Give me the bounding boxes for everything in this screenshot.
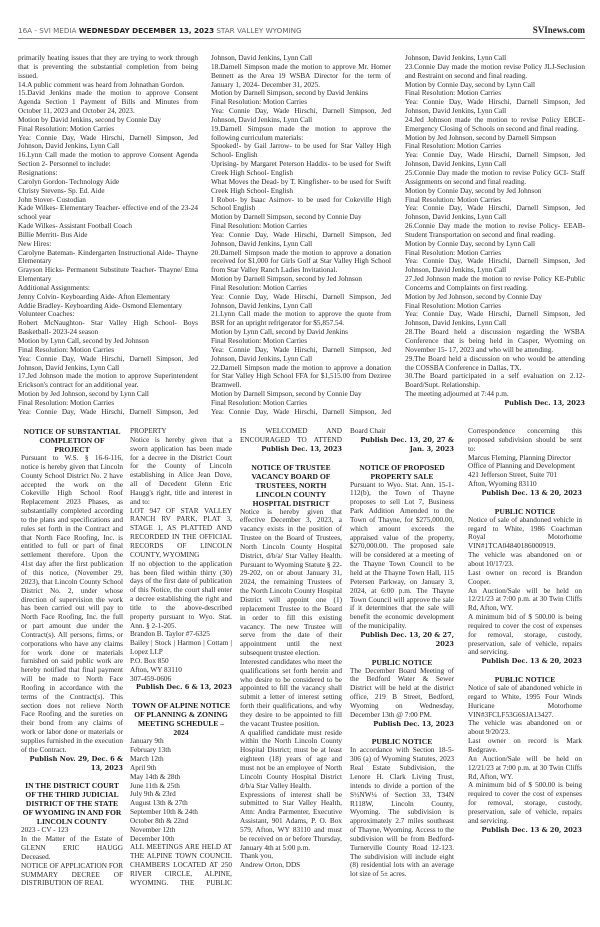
paragraph: Volunteer Coaches: bbox=[18, 310, 75, 319]
paragraph: Christy Stevens- Sp. Ed. Aide bbox=[18, 186, 105, 195]
paragraph: Final Resolution: Motion Carries bbox=[405, 301, 502, 310]
spacer bbox=[350, 649, 454, 658]
paragraph: Last owner on record is Brandon Cooper. bbox=[468, 568, 582, 586]
paragraph: An Auction/Sale will be held on 12/21/23 at 7:00 p.m. at 30 Twin Cliffs Rd, Afton, WY. bbox=[468, 754, 582, 781]
paragraph: February 13th bbox=[130, 746, 171, 755]
paragraph: 25.Connie Day made the motion to revise Policy GCI- Staff Assignments on second and final reading. bbox=[405, 168, 585, 186]
paragraph: 307-459-0606 bbox=[130, 674, 172, 683]
paragraph: Board Chair bbox=[350, 427, 386, 435]
minutes-column-1 bbox=[18, 54, 198, 417]
paragraph: Yea: Connie Day, Wade Hirschi, Darnell Simpson, Jed Johnson, David Jenkins, Lynn Call bbox=[18, 133, 198, 151]
paragraph: If no objection to the application has been filed within thirty (30) days of the first date of publication of this Notice, the court shall enter a decree establishing the right and title to the above-described property pursuant to Wyo. Stat. Ann. § 2-1-205. bbox=[130, 559, 232, 630]
issue-date: WEDNESDAY DECEMBER 13, 2023 bbox=[78, 26, 215, 35]
paragraph: Final Resolution: Motion Carries bbox=[18, 124, 115, 133]
paragraph: Motion by David Jenkins, second by Connie Day bbox=[18, 115, 161, 124]
paragraph: Resignations: bbox=[18, 168, 58, 177]
paragraph: 15.David Jenkins made the motion to approve Consent Agenda Section 1 Payment of Bills and Minutes from October 11, 2023 and October 24, 2023. bbox=[18, 89, 198, 116]
paragraph: 24.Jed Johnson made the motion to revise Policy EBCE-Emergency Closing of Schools on second and final reading. bbox=[405, 115, 585, 133]
paragraph: Carolyne Bateman- Kindergarten Instructional Aide- Thayne Elementary bbox=[18, 248, 198, 266]
paragraph: Yea: Connie Day, Wade Hirschi, Darnell Simpson, Jed Johnson, David Jenkins, Lynn Call bbox=[405, 151, 585, 169]
legal-notices-column-3 bbox=[240, 427, 342, 870]
paragraph: Johnson, David Jenkins, Lynn Call bbox=[211, 54, 313, 62]
paragraph: 2023 - CV - 123 bbox=[21, 826, 69, 835]
paragraph: Grayson Hicks- Permanent Substitute Teacher- Thayne/ Etna Elementary bbox=[18, 266, 198, 284]
paragraph: Motion by Lynn Call, second by David Jenkins bbox=[211, 328, 348, 337]
publish-line: Publish Dec. 13 & 20, 2023 bbox=[481, 657, 582, 666]
paragraph: Billie Merritt- Bus Aide bbox=[18, 230, 88, 239]
paragraph: Additional Assignments: bbox=[18, 283, 90, 292]
paragraph: Yea: Connie Day, Wade Hirschi, Darnell Simpson, Jed Johnson, David Jenkins, Lynn Call bbox=[211, 292, 391, 310]
notice-heading: PUBLIC NOTICE bbox=[494, 506, 556, 516]
paragraph: Motion by Darnell Simpson, second by Connie Day bbox=[211, 213, 362, 222]
paragraph: In accordance with Section 18-5-306 (a) of Wyoming Statutes, 2023 Real Estate Subdivision, the Lenore H. Clark Living Trust, intends to divide a portion of the S½NW¼ of Section 33, T34N R118W, Lincoln County, Wyoming. The subdivision is approximately 2.7 miles southeast of Thayne, Wyoming. Access to the subdivision will be from Bedford-Turnerville County Road 12-123. The subdivision will include eight (8) residential lots with an average lot size of 5± acres. bbox=[350, 746, 454, 879]
paragraph: The meeting adjourned at 7:44 p.m. bbox=[405, 390, 509, 399]
paragraph: Final Resolution: Motion Carries bbox=[211, 337, 308, 345]
spacer bbox=[130, 692, 232, 701]
paragraph: NOTICE OF APPLICATION FOR SUMMARY DECREE OF DISTRIBUTION OF REAL bbox=[21, 861, 123, 888]
legal-notices-column-2 bbox=[130, 427, 232, 888]
minutes-column-3 bbox=[405, 54, 585, 408]
legal-notices-column-5 bbox=[468, 427, 582, 834]
paragraph: Yea: Connie Day, Wade Hirschi, Darnell Simpson, Jed Johnson, David Jenkins, Lynn Call bbox=[405, 310, 585, 328]
notice-heading: NOTICE OF TRUSTEE VACANCY BOARD OF TRUSTEES, NORTH LINCOLN COUNTY HOSPITAL DISTRICT bbox=[251, 462, 331, 508]
paragraph: December 10th bbox=[130, 834, 175, 843]
paragraph: Final Resolution: Motion Carries bbox=[211, 283, 308, 292]
paragraph: Johnson, David Jenkins, Lynn Call bbox=[405, 54, 507, 62]
paragraph: Notice of sale of abandoned vehicle in regard to White, 1986 Coachman Royal Motorhome VIN#1TCA04840186000919. bbox=[468, 515, 582, 551]
publish-line: Publish Dec. 6 & 13, 2023 bbox=[136, 683, 232, 692]
paragraph: Kade Wilkes- Assistant Football Coach bbox=[18, 222, 132, 231]
region-label: STAR VALLEY WYOMING bbox=[216, 26, 302, 35]
paragraph: The December Board Meeting of the Bedford Water & Sewer District will be held at the district office, 219 B Street, Bedford, Wyoming on Wednesday, December 13th @ 7:00 PM. bbox=[350, 666, 454, 719]
paragraph: The vehicle was abandoned on or about 10/17/23. bbox=[468, 551, 582, 568]
paragraph: 22.Darnell Simpson made the motion to approve a donation for Star Valley High School FFA for $1,515.00 from Deziree Bramwell. bbox=[211, 363, 391, 390]
page-label: 16A - SVI MEDIA bbox=[18, 26, 77, 35]
paragraph: Yea: Connie Day, Wade Hirschi, Darnell Simpson, Jed bbox=[18, 407, 198, 416]
paragraph: Yea: Connie Day, Wade Hirschi, Darnell Simpson, Jed bbox=[211, 407, 391, 416]
paragraph: Kade Wilkes- Elementary Teacher- effective end of the 23-24 school year bbox=[18, 204, 198, 222]
paragraph: Yea: Connie Day, Wade Hirschi, Darnell Simpson, Jed Johnson, David Jenkins, Lynn Call bbox=[211, 230, 391, 248]
paragraph: June 11th & 25th bbox=[130, 781, 180, 790]
paragraph: Final Resolution: Motion Carries bbox=[405, 248, 502, 257]
paragraph: Final Resolution: Motion Carries bbox=[211, 98, 308, 107]
paragraph: Final Resolution: Motion Carries bbox=[405, 195, 502, 204]
paragraph: Notice is hereby given that effective December 3, 2023, a vacancy exists in the position of Trustee on the Board of Trustees, North Lincoln County Hospital District, d/b/a/ Star Valley Health. Pursuant to Wyoming Statute § 22-29-202, on or about January 31, 2024, the remaining Trustees of the North Lincoln County Hospital District will appoint one (1) replacement Trustee to the Board in order to fill this existing vacancy. The new Trustee will serve from the date of their appointment until the next subsequent trustee election. bbox=[240, 507, 342, 658]
paragraph: I Robot- by Isaac Asimov- to be used for Cokeville High School English bbox=[211, 195, 391, 213]
paragraph: March 12th bbox=[130, 755, 164, 763]
paragraph: 19.Darnell Simpson made the motion to approve the following curriculum materials: bbox=[211, 124, 391, 142]
paragraph: Expressions of interest shall be submitted to Star Valley Health, Attn: Andra Parmenter, Executive Assistant, 901 Adams, P. O. Box 579, Afton, WY 83110 and must be received on or before Thursday, January 4th at 5:00 p.m. bbox=[240, 790, 342, 852]
paragraph: July 9th & 23rd bbox=[130, 790, 176, 799]
paragraph: 27.Jed Johnson made the motion to revise Policy KE-Public Concerns and Complaints on first reading. bbox=[405, 275, 585, 292]
paragraph: April 9th bbox=[130, 763, 157, 772]
publish-line: Publish Nov. 29, Dec. 6 & 13, 2023 bbox=[29, 754, 123, 772]
paragraph: Motion by Connie Day, second by Lynn Call bbox=[405, 239, 536, 248]
legal-notices-column-1 bbox=[21, 427, 123, 888]
paragraph: primarily heating issues that they are trying to work through that is preventing the substantial completion from being issued. bbox=[18, 54, 198, 80]
paragraph: 21.Lynn Call made the motion to approve the quote from BSR for an upright refrigerator for $5,857.54. bbox=[211, 310, 391, 328]
paragraph: Addie Bradley- Keyboarding Aide- Osmond Elementary bbox=[18, 301, 183, 310]
paragraph: October 8th & 22nd bbox=[130, 816, 189, 825]
paragraph: 16.Lynn Call made the motion to approve Consent Agenda Section 2- Personnel to include: bbox=[18, 151, 198, 169]
paragraph: An Auction/Sale will be held on 12/21/23 at 7:00 p.m. at 30 Twin Cliffs Rd, Afton, WY. bbox=[468, 586, 582, 613]
paragraph: Thank you, bbox=[240, 852, 274, 861]
paragraph: Motion by Darnell Simpson, second by David Jenkins bbox=[211, 89, 369, 98]
paragraph: Uprising- by Margaret Peterson Haddix- to be used for Swift Creek High School- English bbox=[211, 160, 391, 177]
paragraph: Final Resolution: Motion Carries bbox=[18, 398, 115, 407]
paragraph: Motion by Darnell Simpson, second by Jed Johnson bbox=[211, 275, 363, 284]
paragraph: 26.Connie Day made the motion to revise Policy- EEAB-Student Transportation on second and final reading. bbox=[405, 222, 585, 239]
page-header bbox=[18, 26, 585, 39]
spacer bbox=[468, 666, 582, 675]
paragraph: 29.The Board held a discussion on who would be attending the COSSBA Conference in Dallas, TX. bbox=[405, 354, 585, 372]
paragraph: Yea: Connie Day, Wade Hirschi, Darnell Simpson, Jed Johnson, David Jenkins, Lynn Call bbox=[405, 98, 585, 116]
notice-heading: PUBLIC NOTICE bbox=[371, 657, 433, 667]
paragraph: Robert McNaughton- Star Valley High School- Boys Basketball- 2023-24 season bbox=[18, 319, 198, 337]
paragraph: Afton, WY 83110 bbox=[130, 665, 182, 674]
paragraph: Final Resolution: Motion Carries bbox=[211, 222, 308, 231]
paragraph: John Stover- Custodian bbox=[18, 195, 86, 204]
spacer bbox=[240, 454, 342, 463]
paragraph: Correspondence concerning this proposed subdivision should be sent to: bbox=[468, 427, 582, 453]
paragraph: IS WELCOMED AND ENCOURAGED TO ATTEND bbox=[240, 427, 342, 444]
paragraph: New Hires: bbox=[18, 239, 52, 248]
paragraph: Yea: Connie Day, Wade Hirschi, Darnell Simpson, Jed Johnson, David Jenkins, Lynn Call bbox=[211, 345, 391, 363]
paragraph: Final Resolution: Motion Carries bbox=[405, 89, 502, 98]
paragraph: Final Resolution: Motion Carries bbox=[18, 345, 115, 354]
paragraph: The vehicle was abandoned on or about 9/20/23. bbox=[468, 719, 582, 737]
publish-line: Publish Dec. 13, 2023 bbox=[261, 444, 342, 453]
paragraph: Pursuant to Wyo. Stat. Ann. 15-1-112(b), the Town of Thayne proposes to sell Lot 7, Business Park Addition Amended to the Town of Thayne, for $275,000.00, which amount exceeds the appraised value of the property, $270,000.00. The proposed sale will be considered at a meeting of the Thayne Town Council to be held at the Thayne Town Hall, 115 Petersen Parkway, on January 3, 2024, at 6:00 p.m. The Thayne Town Council will approve the sale if it determines that the sale will benefit the economic development of the municipality. bbox=[350, 480, 454, 631]
minutes-column-2 bbox=[211, 54, 391, 417]
publish-line: Publish Dec. 13 & 20, 2023 bbox=[481, 488, 582, 497]
paragraph: P.O. Box 850 bbox=[130, 656, 169, 665]
paragraph: 20.Darnell Simpson made the motion to approve a donation received for $1,000 for Girls Golf at Star Valley High School from Star Valley Ranch Ladies Invitational. bbox=[211, 248, 391, 275]
paragraph: Yea: Connie Day, Wade Hirschi, Darnell Simpson, Jed Johnson, David Jenkins, Lynn Call bbox=[211, 107, 391, 124]
notice-heading: IN THE DISTRICT COURT OF THE THIRD JUDICIAL DISTRICT OF THE STATE OF WYOMING IN AND FOR LINCOLN COUNTY bbox=[22, 781, 122, 827]
paragraph: January 9th bbox=[130, 737, 164, 746]
paragraph: A qualified candidate must reside within the North Lincoln County Hospital District; must be at least eighteen (18) years of age and must not be an employee of North Lincoln County Hospital District d/b/a Star Valley Health. bbox=[240, 728, 342, 790]
paragraph: 18.Darnell Simpson made the motion to approve Mr. Homer Bennett as the Area 19 WSBA Director for the term of January 1, 2024- December 31, 2025. bbox=[211, 62, 391, 89]
paragraph: Final Resolution: Motion Carries bbox=[211, 398, 308, 407]
paragraph: In the Matter of the Estate of GLENN ERIC HAUGG Deceased. bbox=[21, 835, 123, 861]
paragraph: Interested candidates who meet the qualifications set forth herein and who desire to be considered to be appointed to fill the vacancy shall submit a letter of interest setting forth their qualifications, and why they desire to be appointed to fill the vacant Trustee position. bbox=[240, 657, 342, 728]
paragraph: Motion by Jed Johnson, second by Lynn Call bbox=[18, 390, 149, 399]
paragraph: November 12th bbox=[130, 825, 176, 834]
paragraph: August 13th & 27th bbox=[130, 799, 188, 808]
paragraph: 23.Connie Day made the motion revise Policy JLJ-Seclusion and Restraint on second and final reading. bbox=[405, 62, 585, 80]
paragraph: 14.A public comment was heard from Johnathan Gordon. bbox=[18, 80, 185, 89]
site-name[interactable]: SVInews.com bbox=[532, 25, 585, 35]
paragraph: May 14th & 28th bbox=[130, 772, 181, 781]
notice-heading: NOTICE OF PROPOSED PROPERTY SALE bbox=[359, 462, 445, 481]
spacer bbox=[468, 498, 582, 507]
legal-notices-column-4 bbox=[350, 427, 454, 879]
paragraph: Motion by Jed Johnson, second by Connie Day bbox=[405, 292, 542, 301]
paragraph: Afton, Wyoming 83110 bbox=[468, 480, 537, 489]
paragraph: Pursuant to W.S. § 16-6-116, notice is hereby given that Lincoln County School District No. 2 have accepted the work on the Cokeville High School Roof Replacement 2023 Phases, as substantially completed according to the plans and specifications and rules set forth in the Contract and that North Face Roofing, Inc. is entitled to full or part of final settlement therefore. Upon the 41st day after the first publication of this notice, (November 29, 2023), that Lincoln County School District No. 2, under whose direction of supervision the work has been carried out will pay to North Face Roofing, Inc. the full or part amount due under the Contract(s). All persons, firms, or corporations who have any claims for work done or materials furnished on said public work are hereby notified that final payment will be made to North Face Roofing in accordance with the terms of the Contract(s). This section does not relieve North Face Roofing and the sureties on their bond from any claims of work or labor done or materials or supplies furnished in the execution of the Contract. bbox=[21, 454, 123, 754]
paragraph: Bailey | Stock | Harmon | Cottam | Lopez LLP bbox=[130, 639, 232, 657]
paragraph: PROPERTY bbox=[130, 427, 167, 435]
paragraph: 17.Jed Johnson made the motion to approve Superintendent Erickson's contract for an additional year. bbox=[18, 372, 198, 390]
paragraph: Brandon B. Taylor #7-6325 bbox=[130, 630, 210, 639]
notice-heading: NOTICE OF SUBSTANTIAL COMPLETION OF PROJECT bbox=[23, 427, 121, 454]
paragraph: What Moves the Dead- by T. Kingfisher- to be used for Swift Creek High School- English bbox=[211, 177, 391, 195]
paragraph: Motion by Connie Day, second by Jed Johnson bbox=[405, 186, 542, 195]
notice-heading: TOWN OF ALPINE NOTICE OF PLANNING & ZONING MEETING SCHEDULE – 2024 bbox=[131, 701, 231, 738]
paragraph: 30.The Board participated in a self evaluation on 2.12-Board/Supt. Relationship. bbox=[405, 372, 585, 390]
paragraph: Motion by Lynn Call, second by Jed Johnson bbox=[18, 337, 149, 345]
paragraph: Notice of sale of abandoned vehicle in regard to White, 1995 Four Winds Huricane Motorhome VIN#3FCLF53G6SJA13427. bbox=[468, 684, 582, 719]
publish-line: Publish Dec. 13, 2023 bbox=[504, 398, 585, 407]
spacer bbox=[21, 772, 123, 781]
paragraph: Andrew Orton, DDS bbox=[240, 861, 301, 870]
paragraph: ALL MEETINGS ARE HELD AT THE ALPINE TOWN COUNCIL CHAMBERS LOCATED AT 250 RIVER CIRCLE, ALPINE, WYOMING. THE PUBLIC bbox=[130, 843, 232, 887]
paragraph: Office of Planning and Development bbox=[468, 462, 575, 471]
spacer bbox=[350, 454, 454, 463]
spacer bbox=[350, 728, 454, 737]
paragraph: Yea: Connie Day, Wade Hirschi, Darnell Simpson, Jed Johnson, David Jenkins, Lynn Call bbox=[405, 257, 585, 275]
publish-line: Publish Dec. 13, 2023 bbox=[373, 719, 454, 728]
paragraph: Motion by Darnell Simpson, second by Connie Day bbox=[211, 390, 362, 399]
paragraph: 421 Jefferson Street, Suite 701 bbox=[468, 471, 558, 480]
paragraph: Spooked!- by Gail Jarrow- to be used for Star Valley High School- English bbox=[211, 142, 391, 160]
paragraph: Motion by Jed Johnson, second by Darnell Simpson bbox=[405, 133, 557, 142]
paragraph: LOT 947 OF STAR VALLEY RANCH RV PARK, PLAT 3, STAGE 1, AS PLATTED AND RECORDED IN THE OFFICIAL RECORDS OF LINCOLN COUNTY, WYOMING bbox=[130, 506, 232, 559]
publish-line: Publish Dec. 13, 20 & 27, 2023 bbox=[360, 630, 454, 648]
folio bbox=[18, 26, 302, 36]
paragraph: Jenny Colvin- Keyboarding Aide- Afton Elementary bbox=[18, 292, 171, 301]
notice-heading: PUBLIC NOTICE bbox=[371, 737, 433, 747]
paragraph: A minimum bid of $ 500.00 is being required to cover the cost of expenses for removal, storage, custody, preservation, sale of vehicle, repairs and servicing. bbox=[468, 613, 582, 657]
paragraph: 28.The Board held a discussion regarding the WSBA Conference that is being held in Casper, Wyoming on November 15- 17, 2023 and who will be attending. bbox=[405, 328, 585, 354]
publish-line: Publish Dec. 13 & 20, 2023 bbox=[481, 825, 582, 834]
paragraph: A minimum bid of $ 500.00 is being required to cover the cost of expenses for removal, storage, custody, preservation, sale of vehicle, repairs and servicing. bbox=[468, 781, 582, 825]
publish-line: Publish Dec. 13, 20, 27 & Jan. 3, 2023 bbox=[360, 435, 454, 453]
paragraph: Motion by Connie Day, second by Lynn Call bbox=[405, 80, 536, 89]
paragraph: Carolyn Gordon- Technology Aide bbox=[18, 177, 120, 186]
paragraph: Last owner on record is Mark Redgrave. bbox=[468, 737, 582, 754]
paragraph: Marcus Fleming, Planning Director bbox=[468, 453, 572, 462]
paragraph: Final Resolution: Motion Carries bbox=[405, 142, 502, 151]
paragraph: Yea: Connie Day, Wade Hirschi, Darnell Simpson, Jed Johnson, David Jenkins, Lynn Call bbox=[405, 204, 585, 222]
paragraph: Notice is hereby given that a sworn application has been made for a decree in the District Court for the County of Lincoln establishing in Alice Jean Dove, all of Decedent Glenn Eric Haugg's right, title and interest in and to: bbox=[130, 435, 232, 506]
notice-heading: PUBLIC NOTICE bbox=[494, 675, 556, 685]
paragraph: Yea: Connie Day, Wade Hirschi, Darnell Simpson, Jed Johnson, David Jenkins, Lynn Call bbox=[18, 354, 198, 372]
paragraph: September 10th & 24th bbox=[130, 808, 198, 817]
